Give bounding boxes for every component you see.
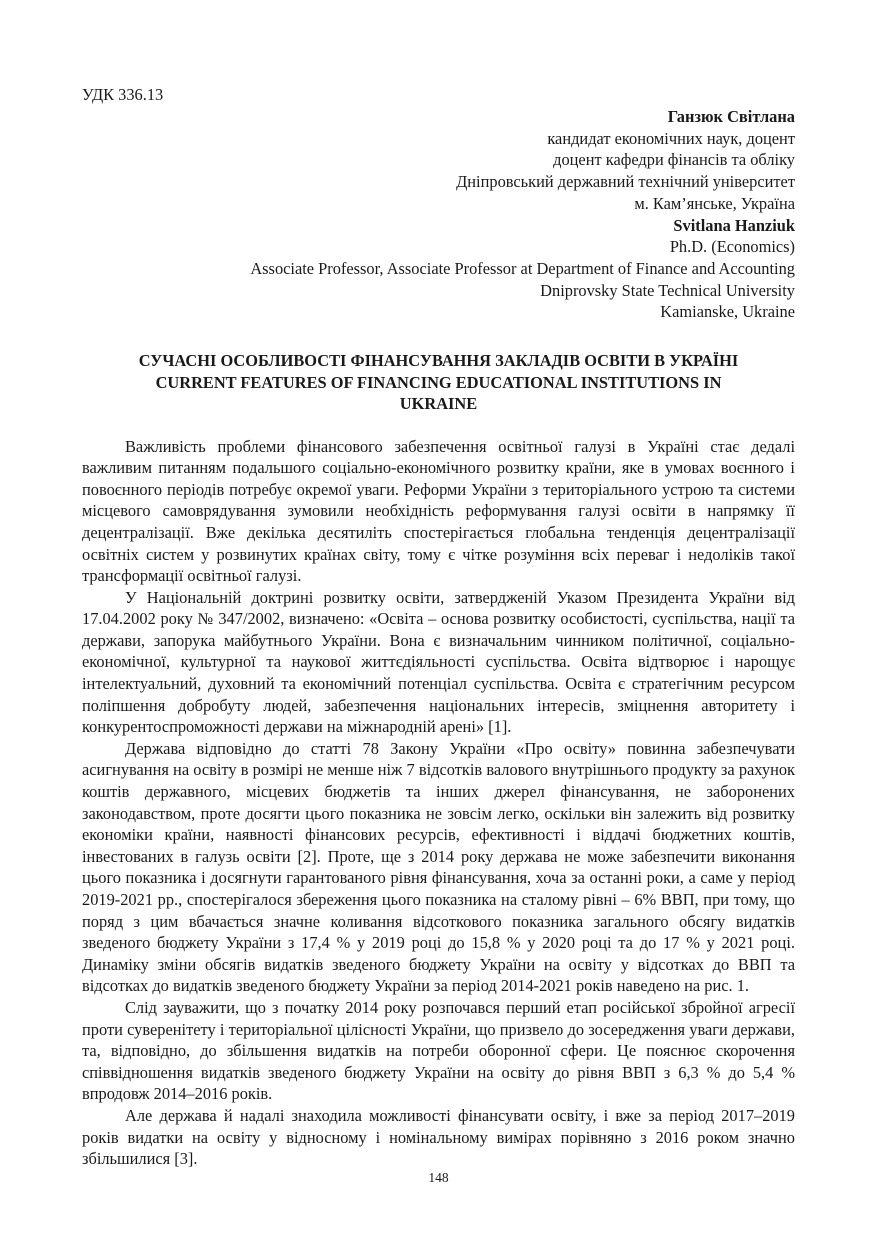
author-degree-uk: кандидат економічних наук, доцент <box>547 128 795 148</box>
author-university-en: Dniprovsky State Technical University <box>540 280 795 300</box>
author-position-uk: доцент кафедри фінансів та обліку <box>553 150 795 170</box>
document-page <box>82 84 795 1170</box>
paragraph-2: У Національній доктрині розвитку освіти, затвердженій Указом Президента України від 17.04.2002 року № 347/2002, визначено: «Освіта – основа розвитку особистості, суспільства, нації та держави, запорука майбутнього України. Вона є визначальним чинником політичної, соціально-економічної, культурної та наукової життєдіяльності суспільства. Освіта відтворює і нарощує інтелектуальний, духовний та економічний потенціал суспільства. Освіта є стратегічним ресурсом поліпшення добробуту людей, забезпечення національних інтересів, зміцнення авторитету і конкурентоспроможності держави на міжнародній арені» [1]. <box>82 587 795 737</box>
author-name-en: Svitlana Hanziuk <box>673 215 795 235</box>
article-title <box>82 350 795 415</box>
author-city-en: Kamianske, Ukraine <box>660 302 795 322</box>
page-number: 148 <box>428 1170 449 1185</box>
author-name-uk: Ганзюк Світлана <box>667 107 795 126</box>
paragraph-3: Держава відповідно до статті 78 Закону України «Про освіту» повинна забезпечувати асигнування на освіту в розмірі не менше ніж 7 відсотків валового внутрішнього продукту за рахунок коштів державного, місцевих бюджетів та інших джерел фінансування, не заборонених законодавством, проте досягти цього показника не зовсім легко, оскільки він залежить від розвитку економіки країни, наявності фінансових ресурсів, ефективності і віддачі бюджетних коштів, інвестованих в галузь освіти [2]. Проте, ще з 2014 року держава не може забезпечити виконання цього показника і досягнути гарантованого рівня фінансування, хоча за останні роки, а саме у період 2019-2021 рр., спостерігалося збереження цього показника на сталому рівні – 6% ВВП, при тому, що поряд з цим вбачається значне коливання відсоткового показника загального обсягу видатків зведеного бюджету України з 17,4 % у 2019 році до 15,8 % у 2020 році та до 17 % у 2021 році. Динаміку зміни обсягів видатків зведеного бюджету України на освіту у відсотках до ВВП та відсотках до видатків зведеного бюджету України за період 2014-2021 років наведено на рис. 1. <box>82 738 795 996</box>
article-body <box>82 436 795 1170</box>
article-title-en: CURRENT FEATURES OF FINANCING EDUCATIONAL INSTITUTIONS IN UKRAINE <box>155 372 722 414</box>
article-title-uk: СУЧАСНІ ОСОБЛИВОСТІ ФІНАНСУВАННЯ ЗАКЛАДІВ ОСВІТИ В УКРАЇНІ <box>138 351 739 371</box>
author-position-en: Associate Professor, Associate Professor at Department of Finance and Accounting <box>250 258 795 278</box>
author-block <box>82 106 795 323</box>
author-city-uk: м. Кам’янське, Україна <box>634 193 795 213</box>
paragraph-1: Важливість проблеми фінансового забезпечення освітньої галузі в Україні стає дедалі важливим питанням подальшого соціально-економічного розвитку країни, яке в умовах воєнного і повоєнного періодів потребує окремої уваги. Реформи України з територіального устрою та системи місцевого самоврядування зумовили необхідність реформування галузі освіти в напрямку її децентралізації. Вже декілька десятиліть спостерігається глобальна тенденція децентралізації освітніх систем у розвинутих країнах світу, тому є чітке розуміння всіх переваг і недоліків такої трансформації освітньої галузі. <box>82 436 795 586</box>
paragraph-5: Але держава й надалі знаходила можливості фінансувати освіту, і вже за період 2017–2019 років видатки на освіту у відносному і номінальному вимірах порівняно з 2016 роком значно збільшилися [3]. <box>82 1105 795 1169</box>
udk-code: УДК 336.13 <box>82 85 164 104</box>
paragraph-4: Слід зауважити, що з початку 2014 року розпочався перший етап російської збройної агресії проти суверенітету і територіальної цілісності України, що призвело до зосередження уваги держави, та, відповідно, до збільшення видатків на потреби оборонної сфери. Це пояснює скорочення співвідношення видатків зведеного бюджету України на освіту до рівня ВВП з 6,3 % до 5,4 % впродовж 2014–2016 років. <box>82 997 795 1104</box>
author-university-uk: Дніпровський державний технічний університет <box>456 172 795 192</box>
author-degree-en: Ph.D. (Economics) <box>669 237 795 257</box>
